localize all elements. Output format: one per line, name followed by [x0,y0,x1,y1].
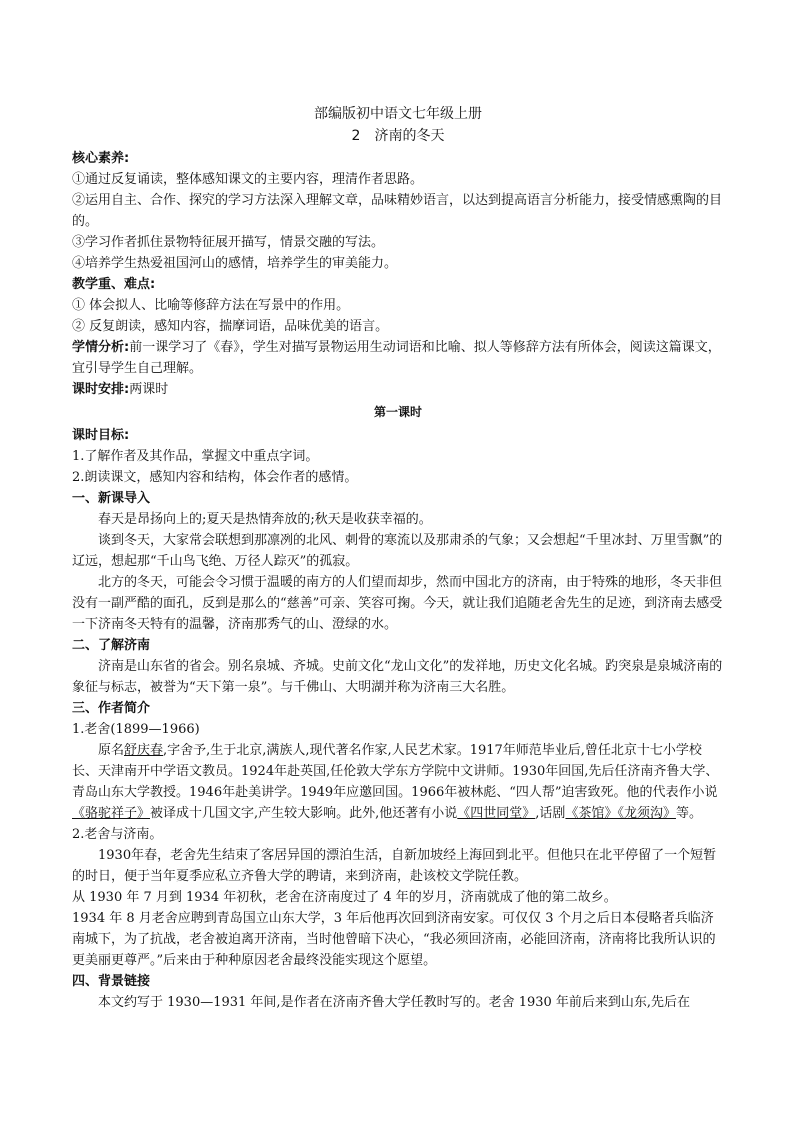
goals-heading: 课时目标: [72,428,130,443]
document-page [72,96,724,1013]
background-paragraph: 本文约写于 1930—1931 年间,是作者在济南齐鲁大学任教时写的。老舍 1930 年前后来到山东,先后在 [98,995,691,1010]
play-titles: 《茶馆》《龙须沟》 [565,806,676,821]
author-subheading: 1.老舍(1899—1966) [72,722,200,737]
author-subheading: 2.老舍与济南。 [72,827,163,842]
analysis-paragraph [72,337,724,379]
section-background-heading: 四、背景链接 [72,974,151,989]
intro-paragraph: 谈到冬天，大家常会联想到那凛冽的北风、刺骨的寒流以及那肃杀的气象；又会想起“千里冰封、万里雪飘”的辽远，想起那“千山鸟飞绝、万径人踪灭”的孤寂。 [72,533,723,569]
schedule-label: 课时安排: [72,382,130,397]
analysis-text: 前一课学习了《春》，学生对描写景物运用生动词语和比喻、拟人等修辞方法有所体会，阅读这篇课文，宜引导学生自己理解。 [72,340,721,376]
core-item: ③学习作者抓住景物特征展开描写，情景交融的写法。 [72,235,385,250]
bio-text: ,字舍予,生于北京,满族人,现代著名作家,人民艺术家。1917年师范毕业后,曾任北京十七小学校长、天津南开中学语文教员。1924年赴英国,任伦敦大学东方学院中文讲师。1930年回国,先后任济南齐鲁大学、青岛山东大学教授。1946年赴美讲学。1949年应邀回国。1966年被林彪、“四人帮”迫害致死。他的代表作小说 [72,743,719,800]
core-literacy-heading: 核心素养: [72,151,130,166]
first-lesson-heading: 第一课时 [373,405,422,419]
core-item: ①通过反复诵读，整体感知课文的主要内容，理清作者思路。 [72,172,424,187]
laoshe-jinan-paragraph: 1930年春，老舍先生结束了客居异国的漂泊生活，自新加坡经上海回到北平。但他只在北平停留了一个短暂的时日，便于当年夏季应私立齐鲁大学的聘请，来到济南，赴该校文学院任教。 [72,848,717,884]
key-item: ② 反复朗读，感知内容，揣摩词语，品味优美的语言。 [72,319,389,334]
author-real-name: 舒庆春 [124,743,164,758]
analysis-label: 学情分析: [72,340,130,355]
goal-item: 2.朗读课文，感知内容和结构，体会作者的感情。 [72,470,358,485]
key-points-heading: 教学重、难点: [72,277,156,292]
intro-paragraph: 春天是昂扬向上的;夏天是热情奔放的;秋天是收获幸福的。 [98,512,432,527]
author-bio-paragraph [72,740,724,824]
book-title: 《四世同堂》 [457,806,536,821]
book-title: 《骆驼祥子》 [72,806,151,821]
goal-item: 1.了解作者及其作品，掌握文中重点字词。 [72,449,319,464]
bio-text: ,话剧 [535,806,566,821]
bio-text: 等。 [675,806,702,821]
intro-paragraph: 北方的冬天，可能会令习惯于温暖的南方的人们望而却步，然而中国北方的济南，由于特殊的地形，冬天非但没有一副严酷的面孔，反到是那么的“慈善”可亲、笑容可掬。今天，就让我们追随老舍先生的足迹，到济南去感受一下济南冬天特有的温馨，济南那秀气的山、澄绿的水。 [72,575,723,632]
lesson-title: 2 济南的冬天 [351,128,445,144]
bio-text: 原名 [98,743,125,758]
section-intro-heading: 一、新课导入 [72,491,151,506]
section-author-heading: 三、作者简介 [72,701,151,716]
jinan-paragraph: 济南是山东省的省会。别名泉城、齐城。史前文化“龙山文化”的发祥地，历史文化名城。趵突泉是泉城济南的象征与标志，被誉为“天下第一泉”。与千佛山、大明湖并称为济南三大名胜。 [72,659,723,695]
core-item: ②运用自主、合作、探究的学习方法深入理解文章，品味精妙语言，以达到提高语言分析能力，接受情感熏陶的目的。 [72,193,723,229]
core-item: ④培养学生热爱祖国河山的感情，培养学生的审美能力。 [72,256,398,271]
schedule-text: 两课时 [129,382,169,397]
section-jinan-heading: 二、了解济南 [72,638,151,653]
bio-text: 被译成十几国文字,产生较大影响。此外,他还著有小说 [150,806,458,821]
laoshe-jinan-paragraph: 从 1930 年 7 月到 1934 年初秋，老舍在济南度过了 4 年的岁月，济南就成了他的第二故乡。 [72,890,617,905]
laoshe-jinan-paragraph: 1934 年 8 月老舍应聘到青岛国立山东大学，3 年后他再次回到济南安家。可仅仅 3 个月之后日本侵略者兵临济南城下，为了抗战，老舍被迫离开济南，当时他曾暗下决心，“我必须回济南，必能回济南，济南将比我所认识的更美丽更尊严。”后来由于种种原因老舍最终没能实现这个愿望。 [72,911,716,968]
document-title: 部编版初中语文七年级上册 [314,106,482,122]
key-item: ① 体会拟人、比喻等修辞方法在写景中的作用。 [72,298,350,313]
schedule-line [72,379,724,400]
